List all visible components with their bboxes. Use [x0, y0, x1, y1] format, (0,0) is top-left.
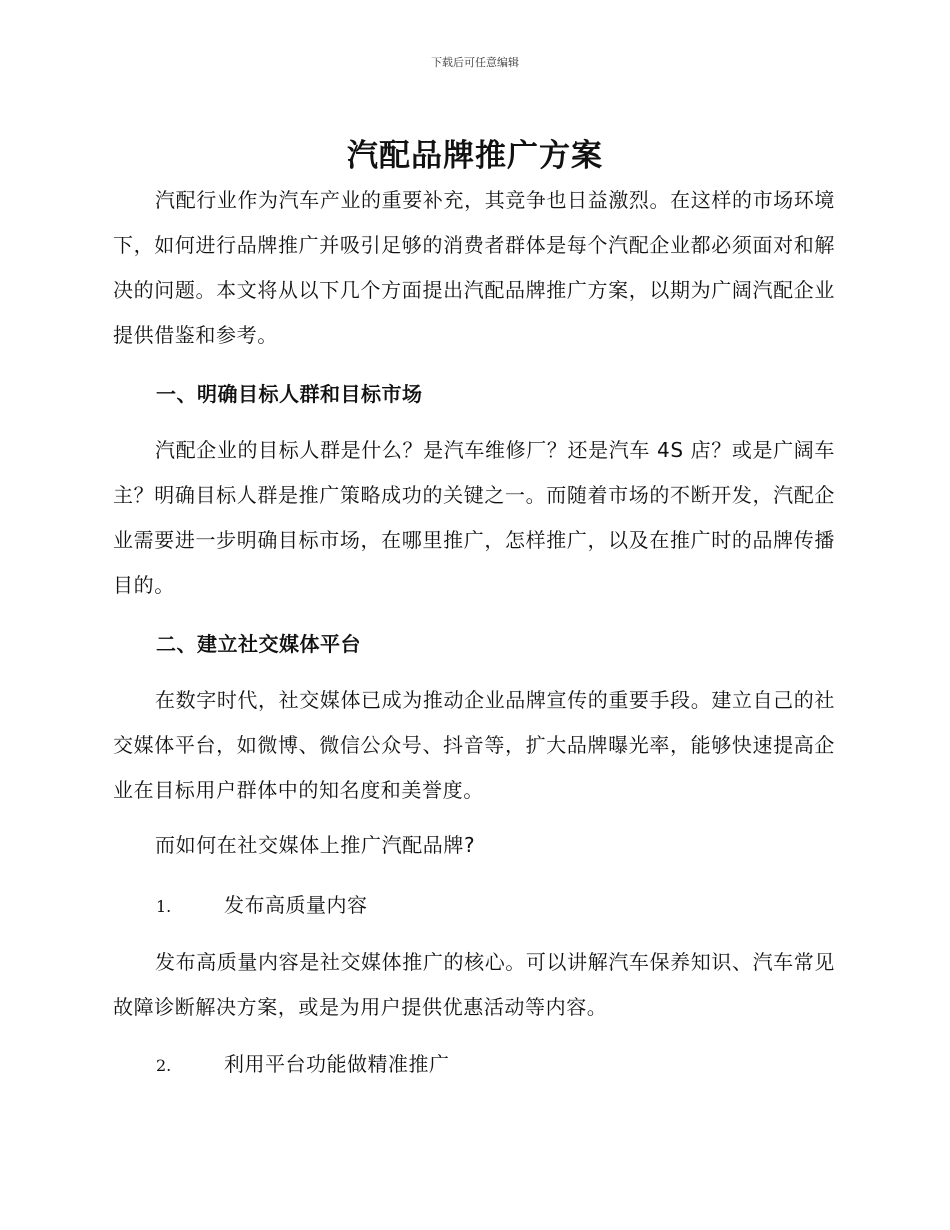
list-item-2-text: 利用平台功能做精准推广	[224, 1052, 450, 1076]
list-item-2-number: 2.	[156, 1056, 172, 1075]
section-2-question: 而如何在社交媒体上推广汽配品牌?	[155, 833, 476, 857]
document-title: 汽配品牌推广方案	[347, 138, 603, 174]
list-item-1-number: 1.	[156, 897, 172, 916]
list-item-2	[156, 1048, 450, 1077]
list-item-1	[156, 889, 368, 918]
list-item-1-paragraph: 发布高质量内容是社交媒体推广的核心。可以讲解汽车保养知识、汽车常见故障诊断解决方案，或是为用户提供优惠活动等内容。	[113, 950, 835, 1019]
section-1-paragraph: 汽配企业的目标人群是什么？是汽车维修厂？还是汽车 4S 店？或是广阔车主？明确目标人群是推广策略成功的关键之一。而随着市场的不断开发，汽配企业需要进一步明确目标市场，在哪里推广，怎样推广，以及在推广时的品牌传播目的。	[113, 438, 835, 597]
section-2-heading: 二、建立社交媒体平台	[156, 632, 361, 656]
intro-paragraph: 汽配行业作为汽车产业的重要补充，其竞争也日益激烈。在这样的市场环境下，如何进行品牌推广并吸引足够的消费者群体是每个汽配企业都必须面对和解决的问题。本文将从以下几个方面提出汽配品牌推广方案，以期为广阔汽配企业提供借鉴和参考。	[113, 188, 835, 347]
list-item-1-text: 发布高质量内容	[224, 893, 368, 917]
section-2-paragraph: 在数字时代，社交媒体已成为推动企业品牌宣传的重要手段。建立自己的社交媒体平台，如微博、微信公众号、抖音等，扩大品牌曝光率，能够快速提高企业在目标用户群体中的知名度和美誉度。	[113, 688, 835, 802]
header-note: 下载后可任意编辑	[431, 56, 519, 69]
section-1-heading: 一、明确目标人群和目标市场	[156, 382, 423, 406]
